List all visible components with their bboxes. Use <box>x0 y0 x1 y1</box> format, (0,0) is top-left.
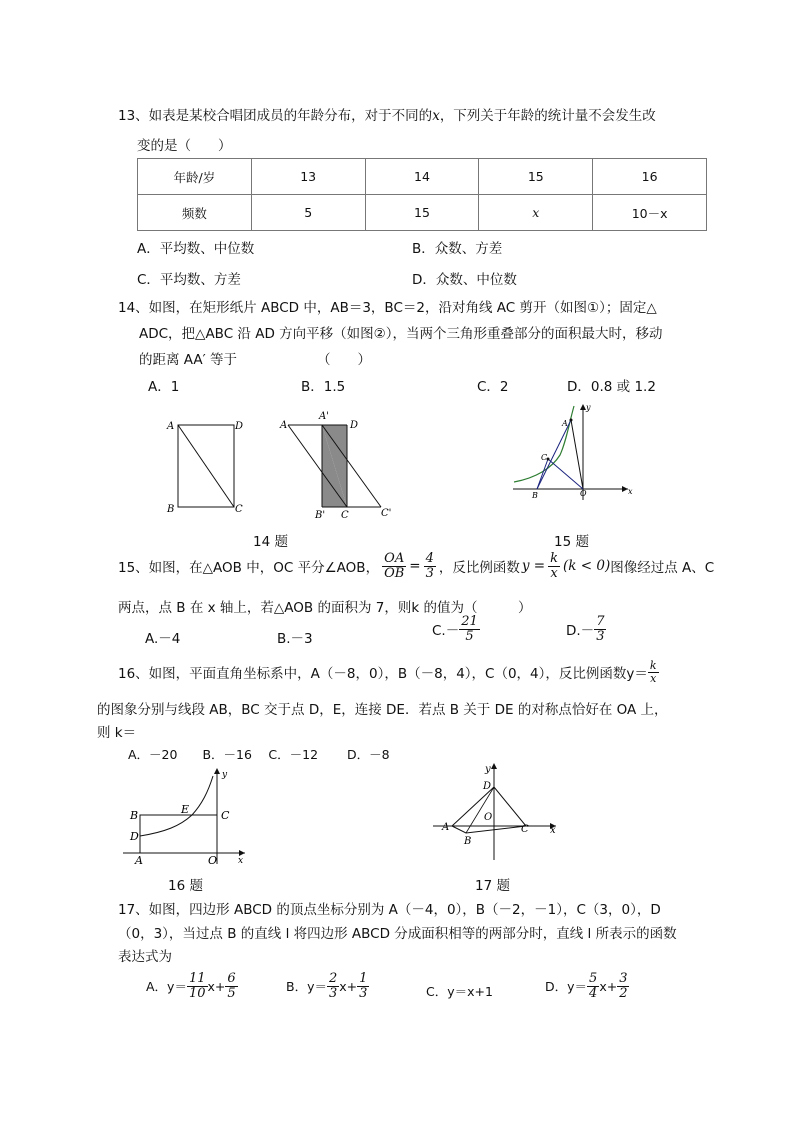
label-c: C <box>221 809 230 822</box>
label-c: C <box>521 824 529 835</box>
label-d: D <box>235 421 244 432</box>
label-e: E <box>181 803 190 816</box>
label-b: B <box>130 809 139 822</box>
label-c: C <box>541 453 548 462</box>
table-cell: 13 <box>251 159 365 195</box>
q17-caption: 17 题 <box>475 878 510 894</box>
table-header-cell: 年龄/岁 <box>138 159 252 195</box>
q14-option-b[interactable]: B．1.5 <box>301 379 346 395</box>
q13-option-c[interactable]: C．平均数、方差 <box>137 272 241 288</box>
label-b: B <box>167 504 175 515</box>
q16-stem-line1: 16、如图，平面直角坐标系中，A（－8，0），B（－8，4），C（0，4），反比例函数y＝ $\frac{k}{x}$ <box>118 659 657 685</box>
q14-figure-2 <box>275 408 400 523</box>
label-a: A <box>135 854 143 866</box>
q14-option-a[interactable]: A．1 <box>148 379 180 395</box>
q16-stem-line3: 则 k＝ <box>97 725 137 741</box>
q15-option-d[interactable]: D.－ $\frac{7}{3}$ <box>566 614 605 644</box>
q16-stem-line2: 的图象分别与线段 AB，BC 交于点 D，E，连接 DE．若点 B 关于 DE 的对称点恰好在 OA 上， <box>97 702 668 718</box>
label-y: y <box>485 764 491 775</box>
table-cell: 14 <box>365 159 479 195</box>
q13-stem-line1: 13、如表是某校合唱团成员的年龄分布，对于不同的x，下列关于年龄的统计量不会发生改 <box>118 108 656 124</box>
label-x: x <box>238 856 244 866</box>
label-x: x <box>628 487 633 496</box>
table-cell: x <box>479 195 593 231</box>
q15-stem-line1: 15、如图，在△AOB 中，OC 平分∠AOB， $\frac{OA}{OB}$ = $\frac{4}{3}$ ，反比例函数 y = $\frac{k}{x}$ (k < 0) 图像经过点 A、C <box>118 551 715 581</box>
q14-stem-line2: ADC，把△ABC 沿 AD 方向平移（如图②），当两个三角形重叠部分的面积最大时，移动 <box>139 326 663 342</box>
label-a: A <box>280 420 288 431</box>
label-a: A <box>562 419 568 428</box>
label-c: C <box>341 510 349 521</box>
q17-stem-line3: 表达式为 <box>118 949 172 965</box>
label-b: B <box>464 836 472 847</box>
label-d: D <box>350 420 359 431</box>
q13-option-a[interactable]: A．平均数、中位数 <box>137 241 255 257</box>
label-y: y <box>586 403 591 412</box>
q14-option-d[interactable]: D．0.8 或 1.2 <box>567 379 656 395</box>
q17-option-b[interactable]: B．y＝ $\frac{2}{3}$ x+ $\frac{1}{3}$ <box>286 971 368 1001</box>
q13-option-d[interactable]: D．众数、中位数 <box>412 272 517 288</box>
q17-figure <box>428 760 568 865</box>
label-c: C <box>235 504 243 515</box>
q15-option-c[interactable]: C.－ $\frac{21}{5}$ <box>432 614 478 644</box>
label-b: B <box>532 491 538 500</box>
table-cell: 10－x <box>593 195 707 231</box>
q15-stem-line2: 两点，点 B 在 x 轴上，若△AOB 的面积为 7，则k 的值为（ ） <box>118 600 532 616</box>
q14-caption: 14 题 <box>253 534 288 550</box>
q17-stem-line1: 17、如图，四边形 ABCD 的顶点坐标分别为 A（－4，0），B（－2，－1），C（3，0），D <box>118 902 661 918</box>
table-row <box>138 195 707 231</box>
label-o: O <box>484 812 493 823</box>
q15-option-a[interactable]: A.－4 <box>145 631 181 647</box>
q15-option-b[interactable]: B.－3 <box>277 631 313 647</box>
q16-figure <box>120 766 250 866</box>
table-cell: 15 <box>365 195 479 231</box>
table-row <box>138 159 707 195</box>
q16-caption: 16 题 <box>168 878 203 894</box>
q17-stem-line2: （0，3），当过点 B 的直线 l 将四边形 ABCD 分成面积相等的两部分时，直线 l 所表示的函数 <box>118 926 677 942</box>
label-x: x <box>550 825 556 836</box>
table-cell: 16 <box>593 159 707 195</box>
label-d: D <box>483 781 492 792</box>
label-c-prime: C' <box>381 508 392 519</box>
label-a: A <box>167 421 175 432</box>
label-d: D <box>130 830 139 843</box>
q17-option-a[interactable]: A．y＝ $\frac{11}{10}$ x+ $\frac{6}{5}$ <box>146 971 236 1001</box>
label-a: A <box>442 822 450 833</box>
q13-stem-line2: 变的是（ ） <box>137 138 232 154</box>
q16-options[interactable]: A．－20 B．－16 C．－12 D．－8 <box>128 747 390 762</box>
q15-figure <box>508 400 638 505</box>
q14-stem-line1: 14、如图，在矩形纸片 ABCD 中，AB＝3，BC＝2，沿对角线 AC 剪开（如图①）；固定△ <box>118 300 657 316</box>
q14-option-c[interactable]: C．2 <box>477 379 509 395</box>
table-cell: 15 <box>479 159 593 195</box>
label-b-prime: B' <box>315 510 326 521</box>
q14-stem-line3: 的距离 AA′ 等于 （ ） <box>139 352 371 368</box>
label-a-prime: A' <box>319 411 329 422</box>
q13-option-b[interactable]: B．众数、方差 <box>412 241 503 257</box>
q17-option-d[interactable]: D．y＝ $\frac{5}{4}$ x+ $\frac{3}{2}$ <box>545 971 628 1001</box>
label-y: y <box>222 770 228 780</box>
label-o: O <box>580 489 587 498</box>
label-o: O <box>208 854 218 866</box>
q15-caption: 15 题 <box>554 534 589 550</box>
table-cell: 5 <box>251 195 365 231</box>
table-header-cell: 频数 <box>138 195 252 231</box>
q14-figure-1 <box>165 415 247 515</box>
age-frequency-table <box>137 158 707 231</box>
q17-option-c[interactable]: C．y＝x+1 <box>426 984 493 999</box>
